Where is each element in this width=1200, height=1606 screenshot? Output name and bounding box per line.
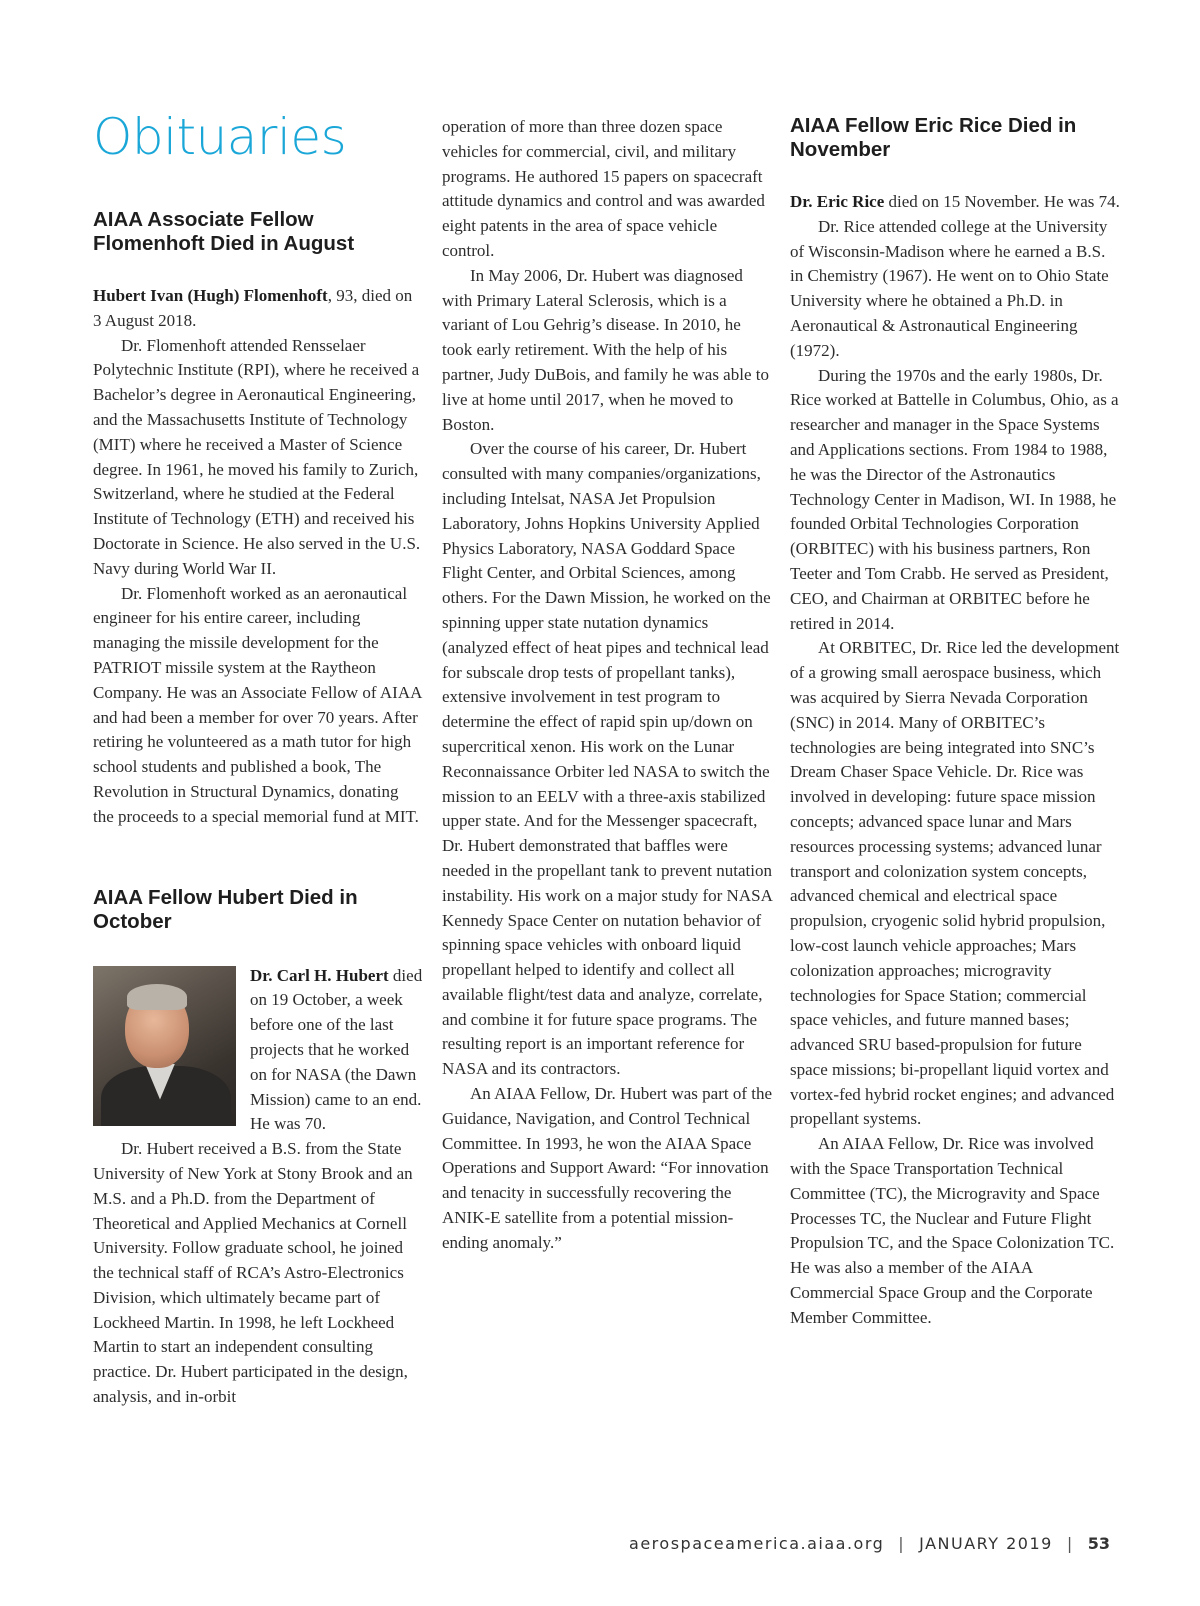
article1-paragraph: Dr. Flomenhoft worked as an aeronautical engineer for his entire career, including managing the missile development for the PATRIOT missile system at the Raytheon Company. He was an Associate Fellow of AIAA and had been a member for over 70 years. After retiring he volunteered as a math tutor for high school students and published a book, The Revolution in Structural Dynamics, donating the proceeds to a special memorial fund at MIT. [93,583,422,826]
article3-paragraph: At ORBITEC, Dr. Rice led the development of a growing small aerospace business, which was acquired by Sierra Nevada Corporation (SNC) in 2014. Many of ORBITEC’s technologies are being integrated into SNC’s Dream Chaser Space Vehicle. Dr. Rice was involved in developing: future space mission concepts; advanced space lunar and Mars resources processing systems; advanced lunar transport and colonization system concepts, advanced chemical and electrical space propulsion, cryogenic solid hybrid propulsion, low-cost launch vehicle approaches; Mars colonization approaches; microgravity technologies for Space Station; commercial space vehicles, and future manned bases; advanced SRU based-propulsion for future space missions; bi-propellant liquid vortex and vortex-fed hybrid rocket engines; and advanced propellant systems. [790,638,1120,1129]
article1-paragraph: Dr. Flomenhoft attended Rensselaer Polytechnic Institute (RPI), where he received a Bachelor’s degree in Aeronautical Engineering, and the Massachusetts Institute of Technology (MIT) where he received a Master of Science degree. In 1961, he moved his family to Zurich, Switzerland, where he studied at the Federal Institute of Technology (ETH) and received his Doctorate in Science. He also served in the U.S. Navy during World War II. [93,335,421,578]
footer-separator: | [898,1534,906,1553]
article3-paragraph: An AIAA Fellow, Dr. Rice was involved with the Space Transportation Technical Committee (TC), the Microgravity and Space Processes TC, the Nuclear and Future Flight Propulsion TC, and the Space Colonization TC. He was also a member of the AIAA Commercial Space Group and the Corporate Member Committee. [790,1134,1115,1327]
article3-lead-text: died on 15 November. He was 74. [884,192,1120,211]
article1-lead [93,284,423,334]
article2-lead-text: died on 19 October, a week before one of the last projects that he worked on for NASA (the Dawn Mission) came to an end. He was 70. [250,965,423,1134]
article3-paragraph: Dr. Rice attended college at the University of Wisconsin-Madison where he earned a B.S. in Chemistry (1967). He went on to Ohio State University where he obtained a Ph.D. in Aeronautical & Astronautical Engineering (1972). [790,216,1109,360]
article3-lead [790,190,1120,215]
column-3 [790,114,1120,1331]
article1-heading: AIAA Associate Fellow Flomenhoft Died in August [93,208,355,255]
article2-lead-name: Dr. Carl H. Hubert [250,965,389,985]
article2-lead-block [93,964,423,1410]
portrait-photo [93,966,236,1126]
footer-issue: JANUARY 2019 [919,1534,1053,1553]
article1-lead-text: , 93, died on 3 August 2018. [93,286,413,330]
article2-paragraph: In May 2006, Dr. Hubert was diagnosed with Primary Lateral Sclerosis, which is a variant of Lou Gehrig’s disease. In 2010, he took early retirement. With the help of his partner, Judy DuBois, and family he was able to live at home until 2017, when he moved to Boston. [442,265,769,434]
article1-lead-name: Hubert Ivan (Hugh) Flomenhoft [93,286,328,305]
column-1 [93,208,423,1410]
page-number: 53 [1087,1534,1110,1553]
footer-site-link[interactable]: aerospaceamerica.aiaa.org [629,1534,885,1553]
photo-hair [127,984,187,1010]
article3-heading: AIAA Fellow Eric Rice Died in November [790,114,1077,161]
article2-paragraph: Dr. Hubert received a B.S. from the State University of New York at Stony Brook and an M.S. and a Ph.D. from the Department of Theoretical and Applied Mechanics at Cornell University. Follow graduate school, he joined the technical staff of RCA’s Astro-Electronics Division, which ultimately became part of Lockheed Martin. In 1998, he left Lockheed Martin to start an independent consulting practice. Dr. Hubert participated in the design, analysis, and in-orbit [93,1139,413,1407]
article2-paragraph: An AIAA Fellow, Dr. Hubert was part of the Guidance, Navigation, and Control Technical Committee. In 1993, he won the AIAA Space Operations and Support Award: “For innovation and tenacity in successfully recovering the ANIK-E satellite from a potential mission-ending anomaly.” [442,1084,773,1252]
article3-paragraph: During the 1970s and the early 1980s, Dr. Rice worked at Battelle in Columbus, Ohio, as a researcher and manager in the Space Systems and Applications sections. From 1984 to 1988, he was the Director of the Astronautics Technology Center in Madison, WI. In 1988, he founded Orbital Technologies Corporation (ORBITEC) with his business partners, Ron Teeter and Tom Crabb. He served as President, CEO, and Chairman at ORBITEC before he retired in 2014. [790,365,1119,633]
article2-paragraph: Over the course of his career, Dr. Hubert consulted with many companies/organizations, including Intelsat, NASA Jet Propulsion Laboratory, Johns Hopkins University Applied Physics Laboratory, NASA Goddard Space Flight Center, and Orbital Sciences, among others. For the Dawn Mission, he worked on the spinning upper state nutation dynamics (analyzed effect of heat pipes and technical lead for subscale drop tests of propellant tanks), extensive involvement in test program to determine the effect of rapid spin up/down on supercritical xenon. His work on the Lunar Reconnaissance Orbiter led NASA to switch the mission to an EELV with a three-axis stabilized upper state. And for the Messenger spacecraft, Dr. Hubert demonstrated that baffles were needed in the propellant tank to prevent nutation instability. His work on a major study for NASA Kennedy Space Center on nutation behavior of spinning space vehicles with onboard liquid propellant helped to identify and collect all available flight/test data and analyze, correlate, and combine it for future space programs. The resulting report is an important reference for NASA and its contractors. [442,439,772,1079]
article2-paragraph-continued: operation of more than three dozen space vehicles for commercial, civil, and military programs. He authored 15 papers on spacecraft attitude dynamics and control and was awarded eight patents in the area of space vehicle control. [442,117,765,260]
page-footer [629,1534,1110,1553]
footer-separator: | [1066,1534,1074,1553]
column-2 [442,115,772,1256]
article2-heading: AIAA Fellow Hubert Died in October [93,885,358,933]
page-title: Obituaries [93,108,347,166]
article3-lead-name: Dr. Eric Rice [790,192,885,211]
